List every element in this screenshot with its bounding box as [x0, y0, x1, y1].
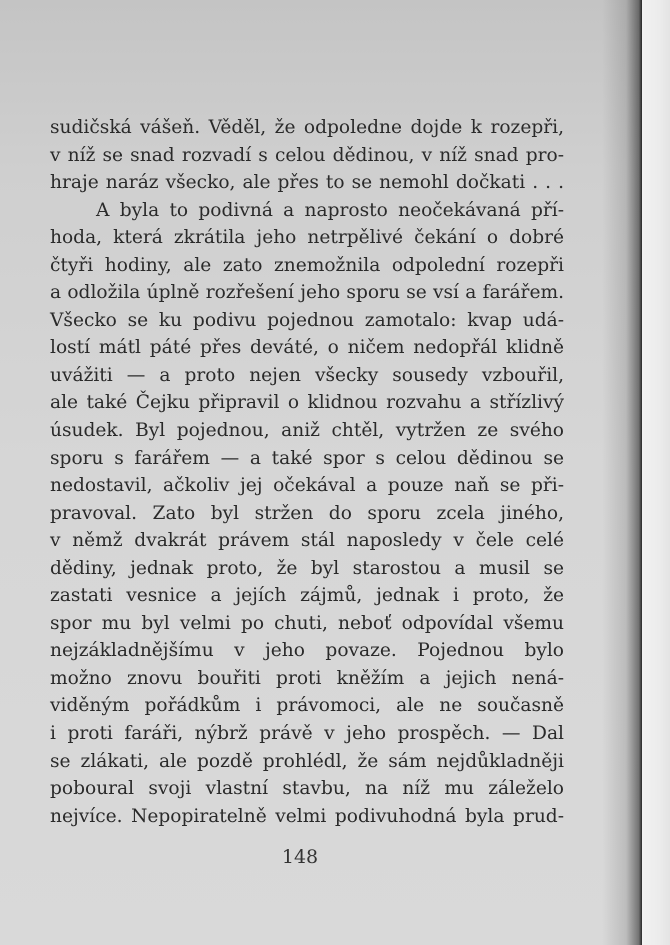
text-line: hraje naráz všecko, ale přes to se nemohl dočkati . . . — [50, 172, 564, 194]
text-line: v níž se snad rozvadí s celou dědinou, v níž snad pro- — [50, 144, 564, 166]
text-line: uvážiti — a proto nejen všecky sousedy vzbouřil, — [50, 364, 564, 386]
text-line: Všecko se ku podivu pojednou zamotalo: kvap udá- — [50, 309, 564, 331]
text-line: dědiny, jednak proto, že byl starostou a musil se — [50, 557, 564, 579]
text-line: sudičská vášeň. Věděl, že odpoledne dojde k rozepři, — [50, 117, 564, 138]
text-line: hoda, která zkrátila jeho netrpělivé čekání o dobré — [50, 227, 564, 249]
page-number: 148 — [281, 846, 319, 868]
text-line: i proti faráři, nýbrž právě v jeho prospěch. — Dal — [50, 723, 564, 745]
text-line: spor mu byl velmi po chuti, neboť odpovídal všemu — [50, 612, 564, 634]
text-line: čtyři hodiny, ale zato znemožnila odpolední rozepři — [50, 254, 564, 276]
text-line: poboural svoji vlastní stavbu, na níž mu záleželo — [50, 778, 564, 800]
body-text — [50, 114, 564, 830]
text-line: možno znovu bouřiti proti kněžím a jejich nená- — [50, 667, 564, 689]
text-line: nedostavil, ačkoliv jej očekával a pouze naň se při- — [50, 475, 564, 497]
text-line: úsudek. Byl pojednou, aniž chtěl, vytržen ze svého — [50, 420, 564, 442]
adjacent-page-edge — [642, 0, 670, 945]
text-line: sporu s farářem — a také spor s celou dědinou se — [50, 447, 564, 469]
text-line: a odložila úplně rozřešení jeho sporu se vsí a farářem. — [50, 282, 564, 304]
text-line: pravoval. Zato byl stržen do sporu zcela jiného, — [50, 502, 564, 524]
text-line: ale také Čejku připravil o klidnou rozvahu a střízlivý — [50, 392, 564, 414]
text-line: nejvíce. Nepopiratelně velmi podivuhodná byla prud- — [50, 805, 564, 827]
text-line-paragraph-start: A byla to podivná a naprosto neočekávaná pří- — [96, 199, 564, 221]
text-line: viděným pořádkům i právomoci, ale ne současně — [50, 695, 564, 717]
text-line: zastati vesnice a jejích zájmů, jednak i proto, že — [50, 585, 564, 607]
text-line: nejzákladnějšímu v jeho povaze. Pojednou bylo — [50, 640, 564, 662]
text-line: se zlákati, ale pozdě prohlédl, že sám nejdůkladněji — [50, 750, 564, 772]
text-line: v němž dvakrát právem stál naposledy v čele celé — [50, 530, 564, 552]
text-line: lostí mátl páté přes deváté, o ničem nedopřál klidně — [50, 337, 564, 359]
